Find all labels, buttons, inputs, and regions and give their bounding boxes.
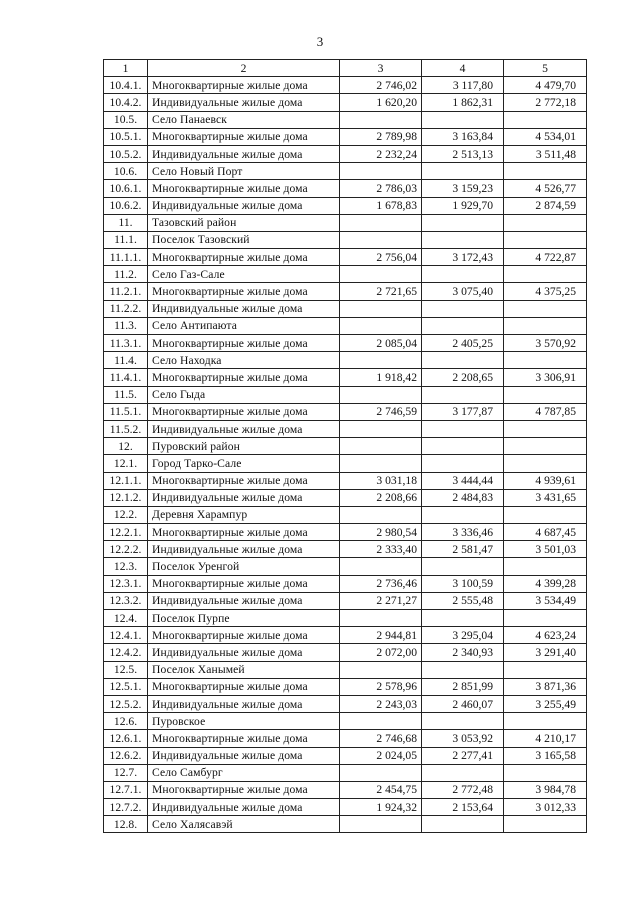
value-col-5	[504, 111, 587, 128]
row-code: 12.6.2.	[104, 747, 148, 764]
row-code: 12.7.2.	[104, 799, 148, 816]
row-name: Индивидуальные жилые дома	[148, 420, 340, 437]
value-col-3: 3 031,18	[340, 472, 422, 489]
table-row	[104, 145, 587, 162]
row-name: Многоквартирные жилые дома	[148, 77, 340, 94]
table-row	[104, 799, 587, 816]
row-name: Индивидуальные жилые дома	[148, 695, 340, 712]
table-row	[104, 541, 587, 558]
table-row	[104, 197, 587, 214]
table-row	[104, 283, 587, 300]
value-col-3: 2 746,02	[340, 77, 422, 94]
value-col-4	[422, 506, 504, 523]
row-code: 12.8.	[104, 816, 148, 833]
table-row	[104, 713, 587, 730]
value-col-5: 4 722,87	[504, 249, 587, 266]
value-col-3: 2 746,68	[340, 730, 422, 747]
value-col-5: 3 871,36	[504, 678, 587, 695]
value-col-4	[422, 455, 504, 472]
value-col-4: 3 163,84	[422, 128, 504, 145]
value-col-5	[504, 713, 587, 730]
table-row	[104, 403, 587, 420]
row-code: 12.1.2.	[104, 489, 148, 506]
value-col-4	[422, 386, 504, 403]
value-col-5	[504, 610, 587, 627]
row-name: Многоквартирные жилые дома	[148, 781, 340, 798]
row-code: 11.	[104, 214, 148, 231]
table-body	[104, 77, 587, 833]
row-code: 12.6.	[104, 713, 148, 730]
row-name: Село Новый Порт	[148, 163, 340, 180]
row-code: 12.7.1.	[104, 781, 148, 798]
value-col-3	[340, 661, 422, 678]
row-name: Многоквартирные жилые дома	[148, 249, 340, 266]
row-code: 12.2.1.	[104, 524, 148, 541]
column-header: 1	[104, 60, 148, 77]
value-col-3	[340, 214, 422, 231]
table-row	[104, 317, 587, 334]
row-code: 11.2.	[104, 266, 148, 283]
row-name: Село Самбург	[148, 764, 340, 781]
row-name: Деревня Харампур	[148, 506, 340, 523]
value-col-4: 3 336,46	[422, 524, 504, 541]
value-col-4	[422, 764, 504, 781]
table-row	[104, 558, 587, 575]
row-code: 12.4.1.	[104, 627, 148, 644]
value-col-4: 2 513,13	[422, 145, 504, 162]
row-name: Индивидуальные жилые дома	[148, 644, 340, 661]
value-col-5: 4 479,70	[504, 77, 587, 94]
row-code: 11.5.2.	[104, 420, 148, 437]
value-col-5	[504, 764, 587, 781]
value-col-5: 4 687,45	[504, 524, 587, 541]
row-name: Многоквартирные жилые дома	[148, 472, 340, 489]
value-col-5: 3 291,40	[504, 644, 587, 661]
value-col-4	[422, 266, 504, 283]
value-col-4: 2 208,65	[422, 369, 504, 386]
value-col-3: 1 918,42	[340, 369, 422, 386]
row-code: 11.4.	[104, 352, 148, 369]
value-col-4: 3 053,92	[422, 730, 504, 747]
value-col-4: 3 117,80	[422, 77, 504, 94]
value-col-5	[504, 816, 587, 833]
row-code: 11.5.1.	[104, 403, 148, 420]
row-name: Село Халясавэй	[148, 816, 340, 833]
value-col-4	[422, 231, 504, 248]
row-name: Многоквартирные жилые дома	[148, 369, 340, 386]
table-row	[104, 781, 587, 798]
value-col-4: 3 444,44	[422, 472, 504, 489]
value-col-4: 3 177,87	[422, 403, 504, 420]
value-col-3	[340, 352, 422, 369]
row-name: Поселок Ханымей	[148, 661, 340, 678]
value-col-5: 3 570,92	[504, 335, 587, 352]
value-col-4	[422, 163, 504, 180]
table-row	[104, 438, 587, 455]
value-col-5: 3 501,03	[504, 541, 587, 558]
row-name: Поселок Пурпе	[148, 610, 340, 627]
row-code: 12.7.	[104, 764, 148, 781]
value-col-5	[504, 231, 587, 248]
value-col-4: 2 340,93	[422, 644, 504, 661]
value-col-4	[422, 300, 504, 317]
row-name: Село Газ-Сале	[148, 266, 340, 283]
table-row	[104, 506, 587, 523]
row-code: 11.2.2.	[104, 300, 148, 317]
value-col-3	[340, 300, 422, 317]
value-col-3: 2 072,00	[340, 644, 422, 661]
table-row	[104, 94, 587, 111]
page-number: 3	[316, 34, 324, 49]
value-col-3	[340, 111, 422, 128]
row-name: Поселок Тазовский	[148, 231, 340, 248]
value-col-3	[340, 317, 422, 334]
value-col-5: 4 534,01	[504, 128, 587, 145]
value-col-3	[340, 506, 422, 523]
value-col-5	[504, 438, 587, 455]
row-code: 10.5.	[104, 111, 148, 128]
table-row	[104, 266, 587, 283]
value-col-4: 3 159,23	[422, 180, 504, 197]
value-col-4: 1 862,31	[422, 94, 504, 111]
row-name: Многоквартирные жилые дома	[148, 403, 340, 420]
table-row	[104, 592, 587, 609]
row-name: Индивидуальные жилые дома	[148, 541, 340, 558]
value-col-5	[504, 455, 587, 472]
table-row	[104, 747, 587, 764]
row-code: 10.4.2.	[104, 94, 148, 111]
row-name: Многоквартирные жилые дома	[148, 627, 340, 644]
row-code: 12.5.1.	[104, 678, 148, 695]
row-code: 11.4.1.	[104, 369, 148, 386]
value-col-5: 3 431,65	[504, 489, 587, 506]
row-code: 12.	[104, 438, 148, 455]
table-row	[104, 610, 587, 627]
value-col-4: 2 153,64	[422, 799, 504, 816]
column-header: 5	[504, 60, 587, 77]
value-col-3: 2 454,75	[340, 781, 422, 798]
value-col-5	[504, 386, 587, 403]
value-col-5: 2 874,59	[504, 197, 587, 214]
value-col-4	[422, 420, 504, 437]
table-row	[104, 695, 587, 712]
row-code: 10.5.1.	[104, 128, 148, 145]
value-col-3: 2 578,96	[340, 678, 422, 695]
value-col-4	[422, 558, 504, 575]
value-col-3	[340, 764, 422, 781]
value-col-3	[340, 420, 422, 437]
value-col-4	[422, 317, 504, 334]
value-col-5: 3 165,58	[504, 747, 587, 764]
value-col-3: 2 085,04	[340, 335, 422, 352]
table-row	[104, 644, 587, 661]
row-code: 12.3.	[104, 558, 148, 575]
value-col-5	[504, 317, 587, 334]
value-col-4: 2 460,07	[422, 695, 504, 712]
row-name: Многоквартирные жилые дома	[148, 678, 340, 695]
value-col-3: 2 736,46	[340, 575, 422, 592]
table-row	[104, 111, 587, 128]
row-code: 12.3.2.	[104, 592, 148, 609]
value-col-5: 3 012,33	[504, 799, 587, 816]
value-col-4: 2 851,99	[422, 678, 504, 695]
row-code: 10.4.1.	[104, 77, 148, 94]
value-col-3: 1 924,32	[340, 799, 422, 816]
row-name: Индивидуальные жилые дома	[148, 747, 340, 764]
row-name: Пуровский район	[148, 438, 340, 455]
value-col-4	[422, 713, 504, 730]
table-row	[104, 420, 587, 437]
table-row	[104, 300, 587, 317]
value-col-5: 4 526,77	[504, 180, 587, 197]
row-code: 11.1.1.	[104, 249, 148, 266]
table-row	[104, 128, 587, 145]
value-col-4: 2 405,25	[422, 335, 504, 352]
value-col-4: 3 075,40	[422, 283, 504, 300]
row-name: Индивидуальные жилые дома	[148, 145, 340, 162]
row-code: 11.2.1.	[104, 283, 148, 300]
value-col-3: 2 786,03	[340, 180, 422, 197]
column-header: 4	[422, 60, 504, 77]
row-name: Многоквартирные жилые дома	[148, 180, 340, 197]
value-col-3: 2 789,98	[340, 128, 422, 145]
row-code: 10.6.1.	[104, 180, 148, 197]
row-code: 11.3.	[104, 317, 148, 334]
row-code: 11.1.	[104, 231, 148, 248]
row-name: Село Панаевск	[148, 111, 340, 128]
value-col-5	[504, 214, 587, 231]
value-col-3: 2 024,05	[340, 747, 422, 764]
value-col-5: 4 939,61	[504, 472, 587, 489]
value-col-3: 2 271,27	[340, 592, 422, 609]
table-row	[104, 249, 587, 266]
value-col-5	[504, 300, 587, 317]
value-col-5: 4 210,17	[504, 730, 587, 747]
table-row	[104, 163, 587, 180]
value-col-4: 2 555,48	[422, 592, 504, 609]
value-col-3	[340, 438, 422, 455]
row-name: Многоквартирные жилые дома	[148, 283, 340, 300]
column-header: 3	[340, 60, 422, 77]
table-row	[104, 661, 587, 678]
value-col-4: 2 484,83	[422, 489, 504, 506]
row-name: Тазовский район	[148, 214, 340, 231]
row-name: Индивидуальные жилые дома	[148, 94, 340, 111]
table-row	[104, 472, 587, 489]
row-code: 11.3.1.	[104, 335, 148, 352]
value-col-3	[340, 610, 422, 627]
row-name: Пуровское	[148, 713, 340, 730]
table-header-row	[104, 60, 587, 77]
row-code: 12.6.1.	[104, 730, 148, 747]
value-col-3: 2 721,65	[340, 283, 422, 300]
value-col-3	[340, 713, 422, 730]
value-col-5: 3 306,91	[504, 369, 587, 386]
row-code: 11.5.	[104, 386, 148, 403]
row-code: 12.2.2.	[104, 541, 148, 558]
table-row	[104, 214, 587, 231]
row-code: 10.6.	[104, 163, 148, 180]
value-col-4	[422, 214, 504, 231]
value-col-3: 2 756,04	[340, 249, 422, 266]
value-col-3: 1 620,20	[340, 94, 422, 111]
value-col-3	[340, 455, 422, 472]
row-name: Индивидуальные жилые дома	[148, 197, 340, 214]
value-col-5	[504, 266, 587, 283]
row-code: 10.6.2.	[104, 197, 148, 214]
value-col-4: 3 295,04	[422, 627, 504, 644]
value-col-5	[504, 661, 587, 678]
value-col-3	[340, 558, 422, 575]
row-name: Поселок Уренгой	[148, 558, 340, 575]
value-col-3	[340, 163, 422, 180]
value-col-3: 2 944,81	[340, 627, 422, 644]
row-name: Многоквартирные жилые дома	[148, 128, 340, 145]
value-col-5: 4 375,25	[504, 283, 587, 300]
value-col-3	[340, 816, 422, 833]
value-col-5: 3 255,49	[504, 695, 587, 712]
value-col-4	[422, 438, 504, 455]
value-col-5: 3 984,78	[504, 781, 587, 798]
table-row	[104, 335, 587, 352]
row-code: 12.4.2.	[104, 644, 148, 661]
value-col-3	[340, 231, 422, 248]
table-row	[104, 678, 587, 695]
table-row	[104, 764, 587, 781]
row-name: Многоквартирные жилые дома	[148, 575, 340, 592]
value-col-3: 2 980,54	[340, 524, 422, 541]
table-row	[104, 816, 587, 833]
table-row	[104, 369, 587, 386]
tariff-table	[103, 59, 587, 833]
row-name: Индивидуальные жилые дома	[148, 489, 340, 506]
value-col-3: 1 678,83	[340, 197, 422, 214]
table-row	[104, 77, 587, 94]
value-col-4	[422, 816, 504, 833]
value-col-4: 2 581,47	[422, 541, 504, 558]
row-name: Многоквартирные жилые дома	[148, 730, 340, 747]
row-code: 12.5.2.	[104, 695, 148, 712]
value-col-3	[340, 266, 422, 283]
row-code: 12.2.	[104, 506, 148, 523]
table-row	[104, 627, 587, 644]
row-name: Многоквартирные жилые дома	[148, 335, 340, 352]
table-row	[104, 575, 587, 592]
row-code: 12.4.	[104, 610, 148, 627]
value-col-5: 4 623,24	[504, 627, 587, 644]
value-col-5	[504, 420, 587, 437]
value-col-4: 3 172,43	[422, 249, 504, 266]
table-row	[104, 455, 587, 472]
column-header: 2	[148, 60, 340, 77]
table-row	[104, 352, 587, 369]
value-col-3: 2 746,59	[340, 403, 422, 420]
row-name: Многоквартирные жилые дома	[148, 524, 340, 541]
row-code: 12.1.1.	[104, 472, 148, 489]
table-row	[104, 524, 587, 541]
value-col-5	[504, 352, 587, 369]
value-col-5: 2 772,18	[504, 94, 587, 111]
row-code: 10.5.2.	[104, 145, 148, 162]
row-name: Индивидуальные жилые дома	[148, 799, 340, 816]
value-col-3	[340, 386, 422, 403]
table-row	[104, 386, 587, 403]
row-name: Индивидуальные жилые дома	[148, 592, 340, 609]
value-col-5	[504, 506, 587, 523]
row-code: 12.3.1.	[104, 575, 148, 592]
value-col-5: 4 399,28	[504, 575, 587, 592]
table-row	[104, 730, 587, 747]
value-col-5: 3 511,48	[504, 145, 587, 162]
table-row	[104, 489, 587, 506]
row-name: Город Тарко-Сале	[148, 455, 340, 472]
table-row	[104, 231, 587, 248]
value-col-4	[422, 610, 504, 627]
value-col-3: 2 243,03	[340, 695, 422, 712]
value-col-5: 4 787,85	[504, 403, 587, 420]
row-name: Село Антипаюта	[148, 317, 340, 334]
value-col-5	[504, 163, 587, 180]
value-col-4	[422, 111, 504, 128]
row-code: 12.5.	[104, 661, 148, 678]
row-code: 12.1.	[104, 455, 148, 472]
value-col-4	[422, 352, 504, 369]
value-col-4: 2 277,41	[422, 747, 504, 764]
value-col-4: 2 772,48	[422, 781, 504, 798]
value-col-5	[504, 558, 587, 575]
table-row	[104, 180, 587, 197]
value-col-5: 3 534,49	[504, 592, 587, 609]
value-col-3: 2 333,40	[340, 541, 422, 558]
row-name: Индивидуальные жилые дома	[148, 300, 340, 317]
value-col-3: 2 232,24	[340, 145, 422, 162]
row-name: Село Гыда	[148, 386, 340, 403]
row-name: Село Находка	[148, 352, 340, 369]
value-col-4: 1 929,70	[422, 197, 504, 214]
value-col-4: 3 100,59	[422, 575, 504, 592]
value-col-4	[422, 661, 504, 678]
value-col-3: 2 208,66	[340, 489, 422, 506]
